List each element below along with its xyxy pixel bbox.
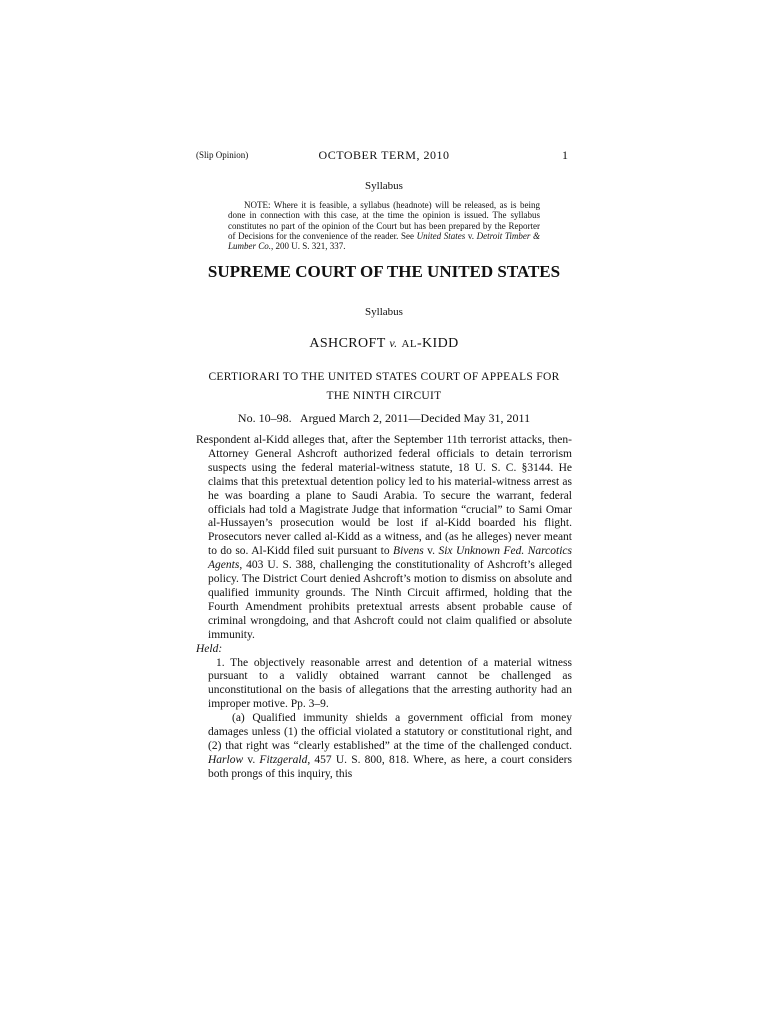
case-name bbox=[196, 336, 572, 352]
syllabus-heading-top: Syllabus bbox=[365, 180, 403, 192]
holding-1a: (a) Qualified immunity shields a government official from money damages unless (1) the official violated a statutory or constitutional right, and (2) that right was “clearly established” at the time of the challenged conduct. Harlow v. Fitzgerald, 457 U. S. 800, 818. Where, as here, a court considers both prongs of this inquiry, this bbox=[208, 712, 572, 780]
respondent-name: -KIDD bbox=[416, 336, 459, 351]
slip-opinion-page bbox=[196, 0, 572, 1024]
slip-opinion-label: (Slip Opinion) bbox=[196, 150, 249, 160]
docket-line: No. 10–98. Argued March 2, 2011—Decided May 31, 2011 bbox=[237, 411, 531, 425]
page-number: 1 bbox=[562, 148, 568, 162]
syllabus-heading: Syllabus bbox=[365, 306, 403, 318]
respondent-prefix: AL bbox=[401, 338, 417, 350]
certiorari-line: CERTIORARI TO THE UNITED STATES COURT OF APPEALS FOR THE NINTH CIRCUIT bbox=[208, 371, 560, 402]
court-title: SUPREME COURT OF THE UNITED STATES bbox=[207, 262, 561, 281]
holding-1: 1. The objectively reasonable arrest and detention of a material witness pursuant to a validly obtained warrant cannot be challenged as unconstitutional on the basis of allegations that the arresting authority had an improper motive. Pp. 3–9. bbox=[208, 656, 572, 711]
term-label: OCTOBER TERM, 2010 bbox=[318, 148, 450, 162]
page-header bbox=[196, 148, 572, 164]
syllabus-body bbox=[196, 434, 572, 782]
respondent-paragraph: Respondent al-Kidd alleges that, after the September 11th terrorist attacks, then-Attorney General Ashcroft authorized federal officials to detain terrorism suspects using the federal material-witness statute, 18 U. S. C. §3144. He claims that this pretextual detention policy led to his material-witness arrest as he was boarding a plane to Saudi Arabia. To secure the warrant, federal officials had told a Magistrate Judge that information “crucial” to Sami Omar al-Hussayen’s prosecution would be lost if al-Kidd boarded his flight. Prosecutors never called al-Kidd as a witness, and (as he alleges) never meant to do so. Al-Kidd filed suit pursuant to Bivens v. Six Unknown Fed. Narcotics Agents, 403 U. S. 388, challenging the constitutionality of Ashcroft’s alleged policy. The District Court denied Ashcroft’s motion to dismiss on absolute and qualified immunity grounds. The Ninth Circuit affirmed, holding that the Fourth Amendment prohibits pretextual arrests absent probable cause of criminal wrongdoing, and that Ashcroft could not claim qualified or absolute immunity. bbox=[196, 434, 572, 641]
held-label: Held: bbox=[196, 642, 223, 655]
petitioner-name: ASHCROFT bbox=[309, 336, 386, 351]
versus: v. bbox=[389, 336, 398, 350]
reporter-note: NOTE: Where it is feasible, a syllabus (headnote) will be released, as is being done in connection with this case, at the time the opinion is issued. The syllabus constitutes no part of the opinion of the Court but has been prepared by the Reporter of Decisions for the convenience of the reader. See United States v. Detroit Timber & Lumber Co., 200 U. S. 321, 337. bbox=[228, 200, 541, 252]
